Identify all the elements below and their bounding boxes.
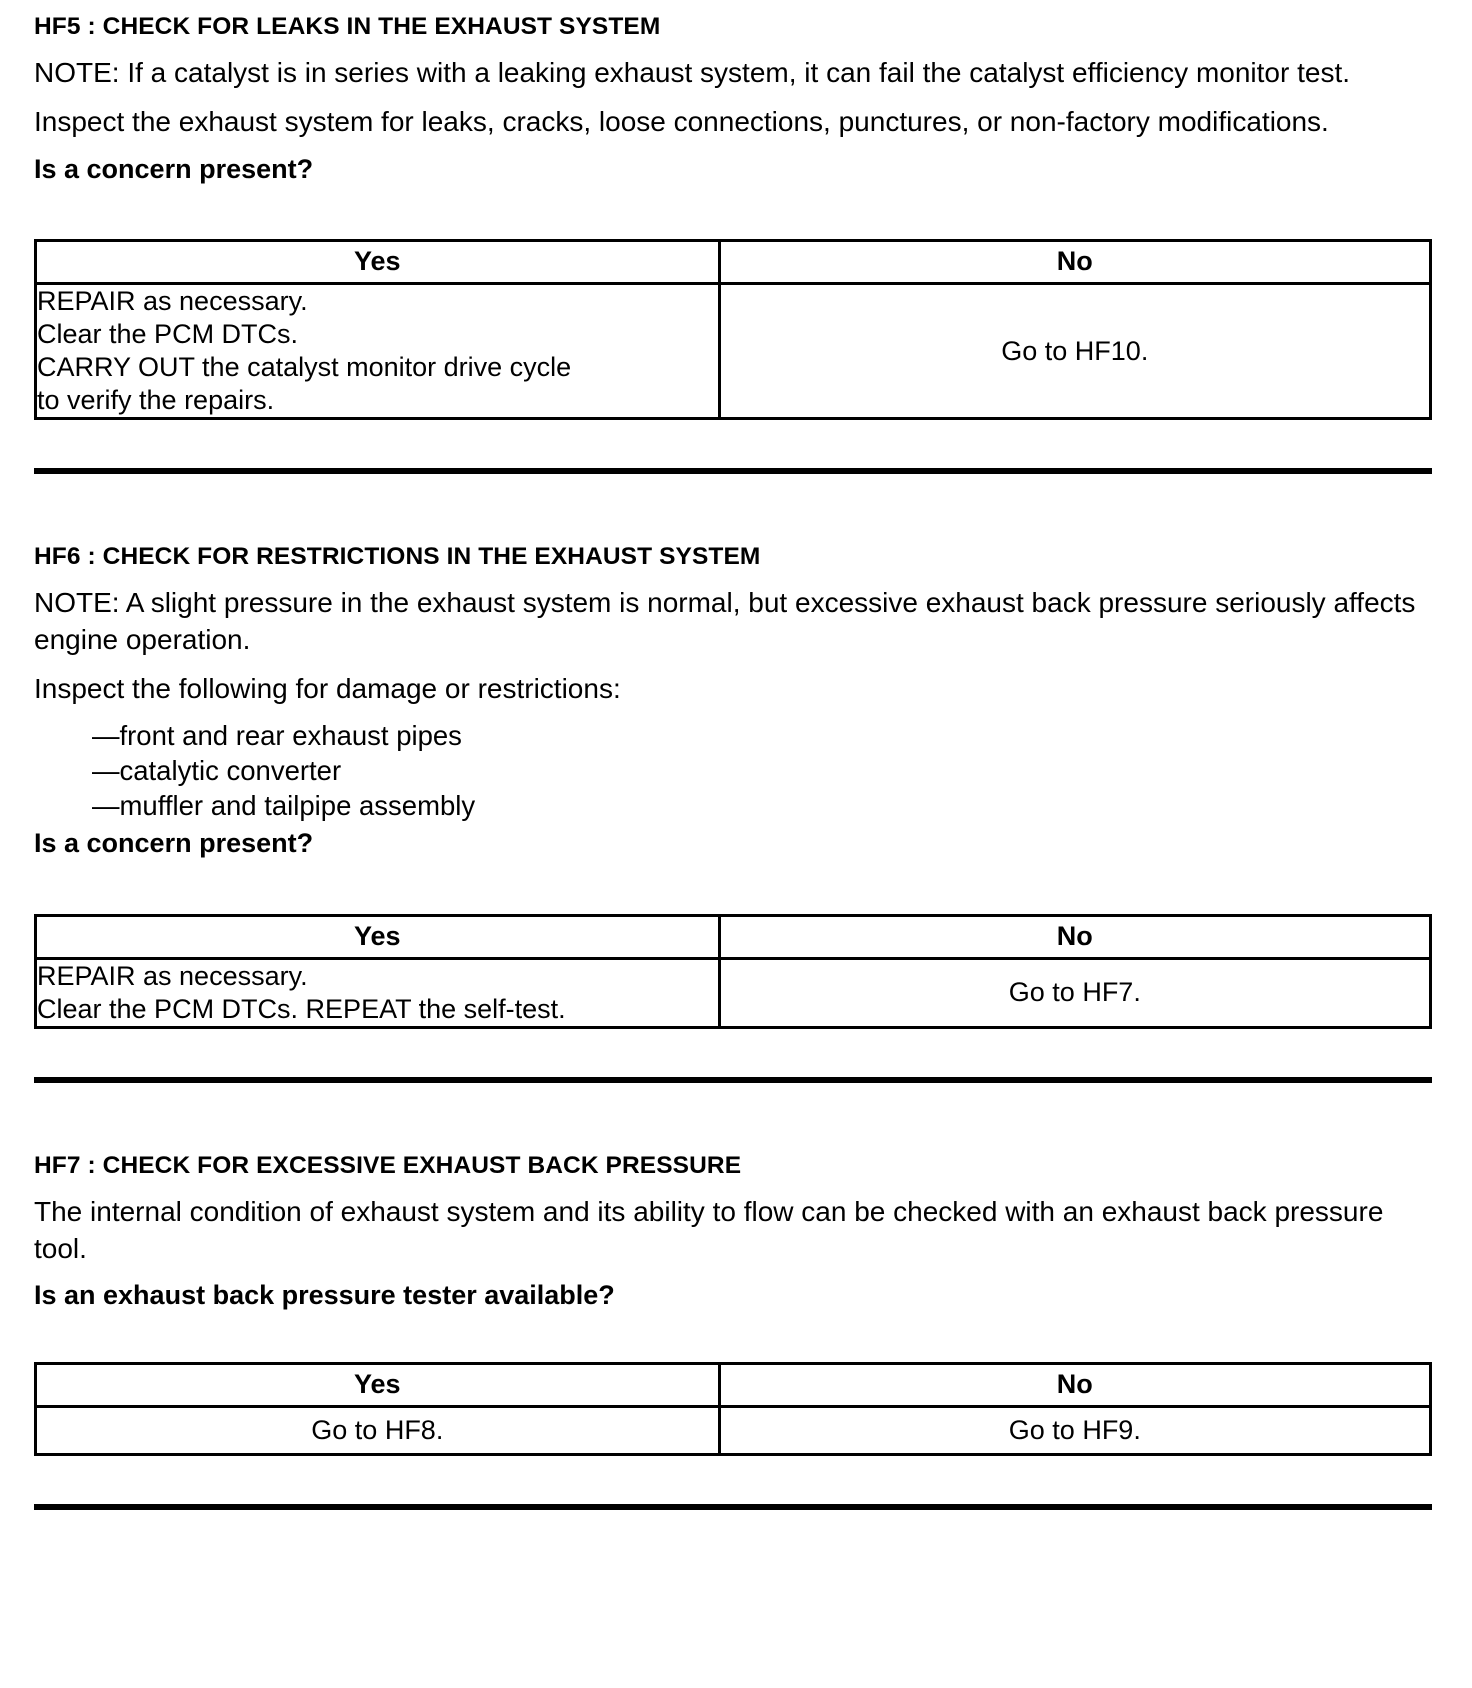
table-header-row bbox=[36, 915, 1431, 958]
section-divider bbox=[34, 1504, 1432, 1510]
list-item: —catalytic converter bbox=[92, 754, 342, 786]
cell-line: REPAIR as necessary. bbox=[37, 960, 308, 991]
table-row bbox=[36, 1406, 1431, 1454]
step-instruction-hf7: The internal condition of exhaust system and its ability to flow can be checked with an exhaust back pressure tool. bbox=[34, 1195, 1384, 1264]
step-note-hf6: NOTE: A slight pressure in the exhaust system is normal, but excessive exhaust back pressure seriously affects engine operation. bbox=[34, 586, 1416, 655]
step-question-hf6: Is a concern present? bbox=[34, 828, 314, 859]
cell-yes-action bbox=[36, 958, 720, 1027]
inspection-list-hf6 bbox=[34, 718, 1432, 824]
column-header-yes: Yes bbox=[36, 1363, 720, 1406]
table-row bbox=[36, 284, 1431, 419]
cell-line: REPAIR as necessary. bbox=[37, 286, 308, 317]
cell-no-action: Go to HF9. bbox=[719, 1406, 1430, 1454]
table-header-row bbox=[36, 1363, 1431, 1406]
cell-line: to verify the repairs. bbox=[37, 385, 275, 416]
decision-table-hf5 bbox=[34, 239, 1432, 420]
column-header-no: No bbox=[719, 241, 1430, 284]
column-header-yes: Yes bbox=[36, 915, 720, 958]
step-instruction-hf6: Inspect the following for damage or restrictions: bbox=[34, 672, 621, 704]
step-hf6 bbox=[34, 544, 1432, 1153]
column-header-no: No bbox=[719, 1363, 1430, 1406]
step-question-hf7: Is an exhaust back pressure tester available? bbox=[34, 1280, 615, 1311]
step-note-hf5: NOTE: If a catalyst is in series with a leaking exhaust system, it can fail the catalyst efficiency monitor test. bbox=[34, 56, 1351, 88]
cell-yes-action: Go to HF8. bbox=[36, 1406, 720, 1454]
column-header-no: No bbox=[719, 915, 1430, 958]
step-hf7 bbox=[34, 1153, 1432, 1510]
list-item: —muffler and tailpipe assembly bbox=[92, 790, 476, 822]
cell-line: Clear the PCM DTCs. REPEAT the self-test. bbox=[37, 993, 566, 1024]
cell-line: Clear the PCM DTCs. bbox=[37, 319, 299, 350]
table-header-row bbox=[36, 241, 1431, 284]
cell-no-action: Go to HF10. bbox=[719, 284, 1430, 419]
column-header-yes: Yes bbox=[36, 241, 720, 284]
step-question-hf5: Is a concern present? bbox=[34, 153, 314, 184]
cell-yes-action bbox=[36, 284, 720, 419]
step-hf5 bbox=[34, 14, 1432, 544]
step-title-hf6: HF6 : CHECK FOR RESTRICTIONS IN THE EXHAUST SYSTEM bbox=[34, 542, 761, 570]
cell-no-action: Go to HF7. bbox=[719, 958, 1430, 1027]
cell-line: CARRY OUT the catalyst monitor drive cycle bbox=[37, 352, 572, 383]
decision-table-hf7 bbox=[34, 1362, 1432, 1456]
step-title-hf7: HF7 : CHECK FOR EXCESSIVE EXHAUST BACK PRESSURE bbox=[34, 1151, 742, 1179]
decision-table-hf6 bbox=[34, 914, 1432, 1029]
step-title-hf5: HF5 : CHECK FOR LEAKS IN THE EXHAUST SYSTEM bbox=[34, 13, 661, 40]
list-item: —front and rear exhaust pipes bbox=[92, 719, 462, 751]
table-row bbox=[36, 958, 1431, 1027]
step-instruction-hf5: Inspect the exhaust system for leaks, cracks, loose connections, punctures, or non-factory modifications. bbox=[34, 105, 1329, 137]
